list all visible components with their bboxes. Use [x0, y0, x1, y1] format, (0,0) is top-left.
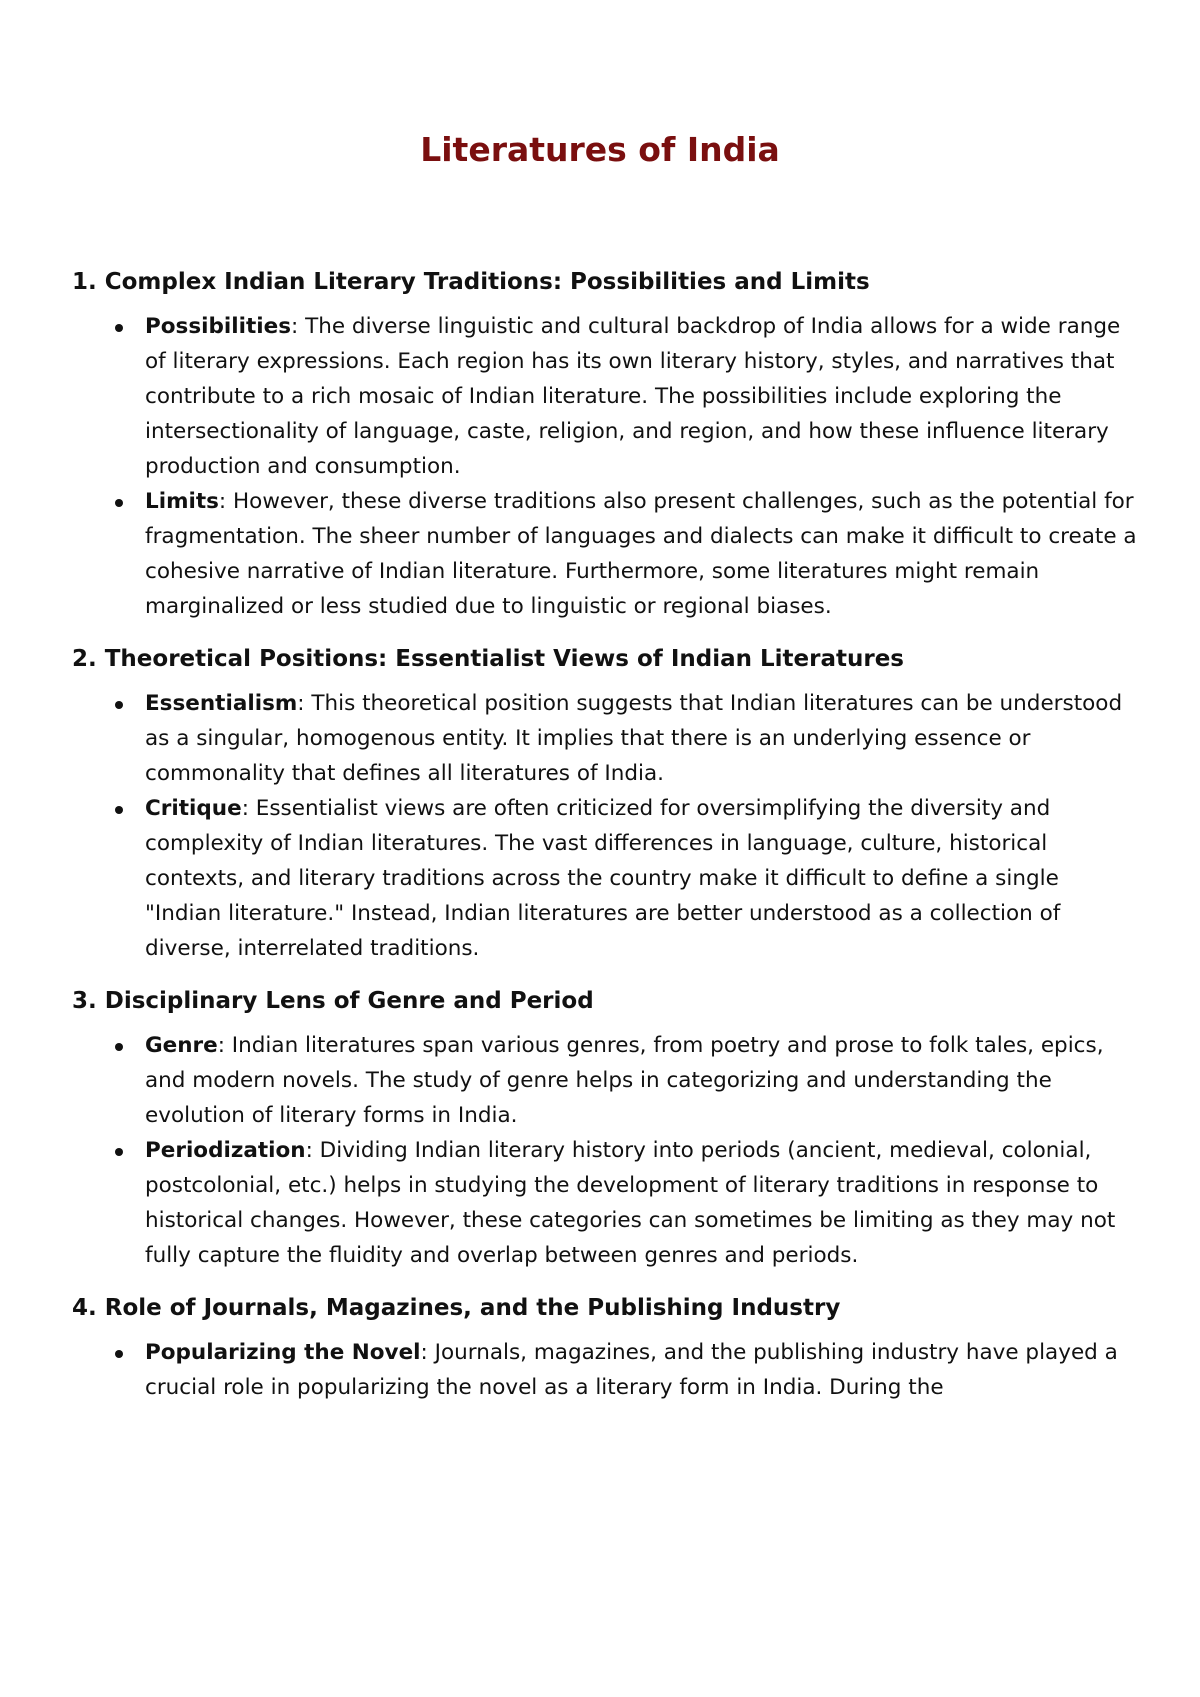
section-3	[72, 984, 1140, 1273]
document-body	[72, 265, 1140, 1405]
list-item	[145, 686, 1140, 791]
bullet-text: : Journals, magazines, and the publishing industry have played a crucial role in popularizing the novel as a literary form in India. During the	[145, 1340, 1118, 1400]
bullet-term: Periodization	[145, 1138, 306, 1163]
list-item	[145, 484, 1140, 624]
bullet-list	[72, 1028, 1140, 1273]
bullet-text: : However, these diverse traditions also present challenges, such as the potential for fragmentation. The sheer number of languages and dialects can make it difficult to create a cohesive narrative of Indian literature. Furthermore, some literatures might remain marginalized or less studied due to linguistic or regional biases.	[145, 489, 1137, 619]
section-heading: 3. Disciplinary Lens of Genre and Period	[72, 988, 594, 1014]
list-item	[145, 791, 1140, 966]
bullet-dot-icon	[115, 701, 123, 709]
bullet-term: Essentialism	[145, 691, 298, 716]
bullet-dot-icon	[115, 324, 123, 332]
section-1	[72, 265, 1140, 624]
bullet-dot-icon	[115, 1148, 123, 1156]
bullet-list	[72, 309, 1140, 624]
section-heading: 2. Theoretical Positions: Essentialist Views of Indian Literatures	[72, 646, 904, 672]
section-4	[72, 1291, 1140, 1405]
bullet-term: Genre	[145, 1033, 218, 1058]
list-item	[145, 309, 1140, 484]
bullet-text: : Indian literatures span various genres, from poetry and prose to folk tales, epics, and modern novels. The study of genre helps in categorizing and understanding the evolution of literary forms in India.	[145, 1033, 1104, 1128]
bullet-dot-icon	[115, 1043, 123, 1051]
page-title: Literatures of India	[420, 130, 780, 169]
section-heading: 4. Role of Journals, Magazines, and the Publishing Industry	[72, 1295, 841, 1321]
bullet-text: : The diverse linguistic and cultural backdrop of India allows for a wide range of literary expressions. Each region has its own literary history, styles, and narratives that contribute to a rich mosaic of Indian literature. The possibilities include exploring the intersectionality of language, caste, religion, and region, and how these influence literary production and consumption.	[145, 314, 1121, 479]
list-item	[145, 1133, 1140, 1273]
bullet-term: Critique	[145, 796, 242, 821]
bullet-text: : Dividing Indian literary history into periods (ancient, medieval, colonial, postcolonial, etc.) helps in studying the development of literary traditions in response to historical changes. However, these categories can sometimes be limiting as they may not fully capture the fluidity and overlap between genres and periods.	[145, 1138, 1116, 1268]
bullet-term: Popularizing the Novel	[145, 1340, 421, 1365]
bullet-term: Limits	[145, 489, 219, 514]
bullet-text: : This theoretical position suggests that Indian literatures can be understood as a singular, homogenous entity. It implies that there is an underlying essence or commonality that defines all literatures of India.	[145, 691, 1123, 786]
bullet-dot-icon	[115, 1350, 123, 1358]
list-item	[145, 1028, 1140, 1133]
list-item	[145, 1335, 1140, 1405]
section-2	[72, 642, 1140, 966]
section-heading: 1. Complex Indian Literary Traditions: Possibilities and Limits	[72, 269, 870, 295]
bullet-dot-icon	[115, 499, 123, 507]
bullet-list	[72, 1335, 1140, 1405]
bullet-list	[72, 686, 1140, 966]
bullet-term: Possibilities	[145, 314, 292, 339]
bullet-text: : Essentialist views are often criticized for oversimplifying the diversity and complexity of Indian literatures. The vast differences in language, culture, historical contexts, and literary traditions across the country make it difficult to define a single "Indian literature." Instead, Indian literatures are better understood as a collection of diverse, interrelated traditions.	[145, 796, 1061, 961]
bullet-dot-icon	[115, 806, 123, 814]
